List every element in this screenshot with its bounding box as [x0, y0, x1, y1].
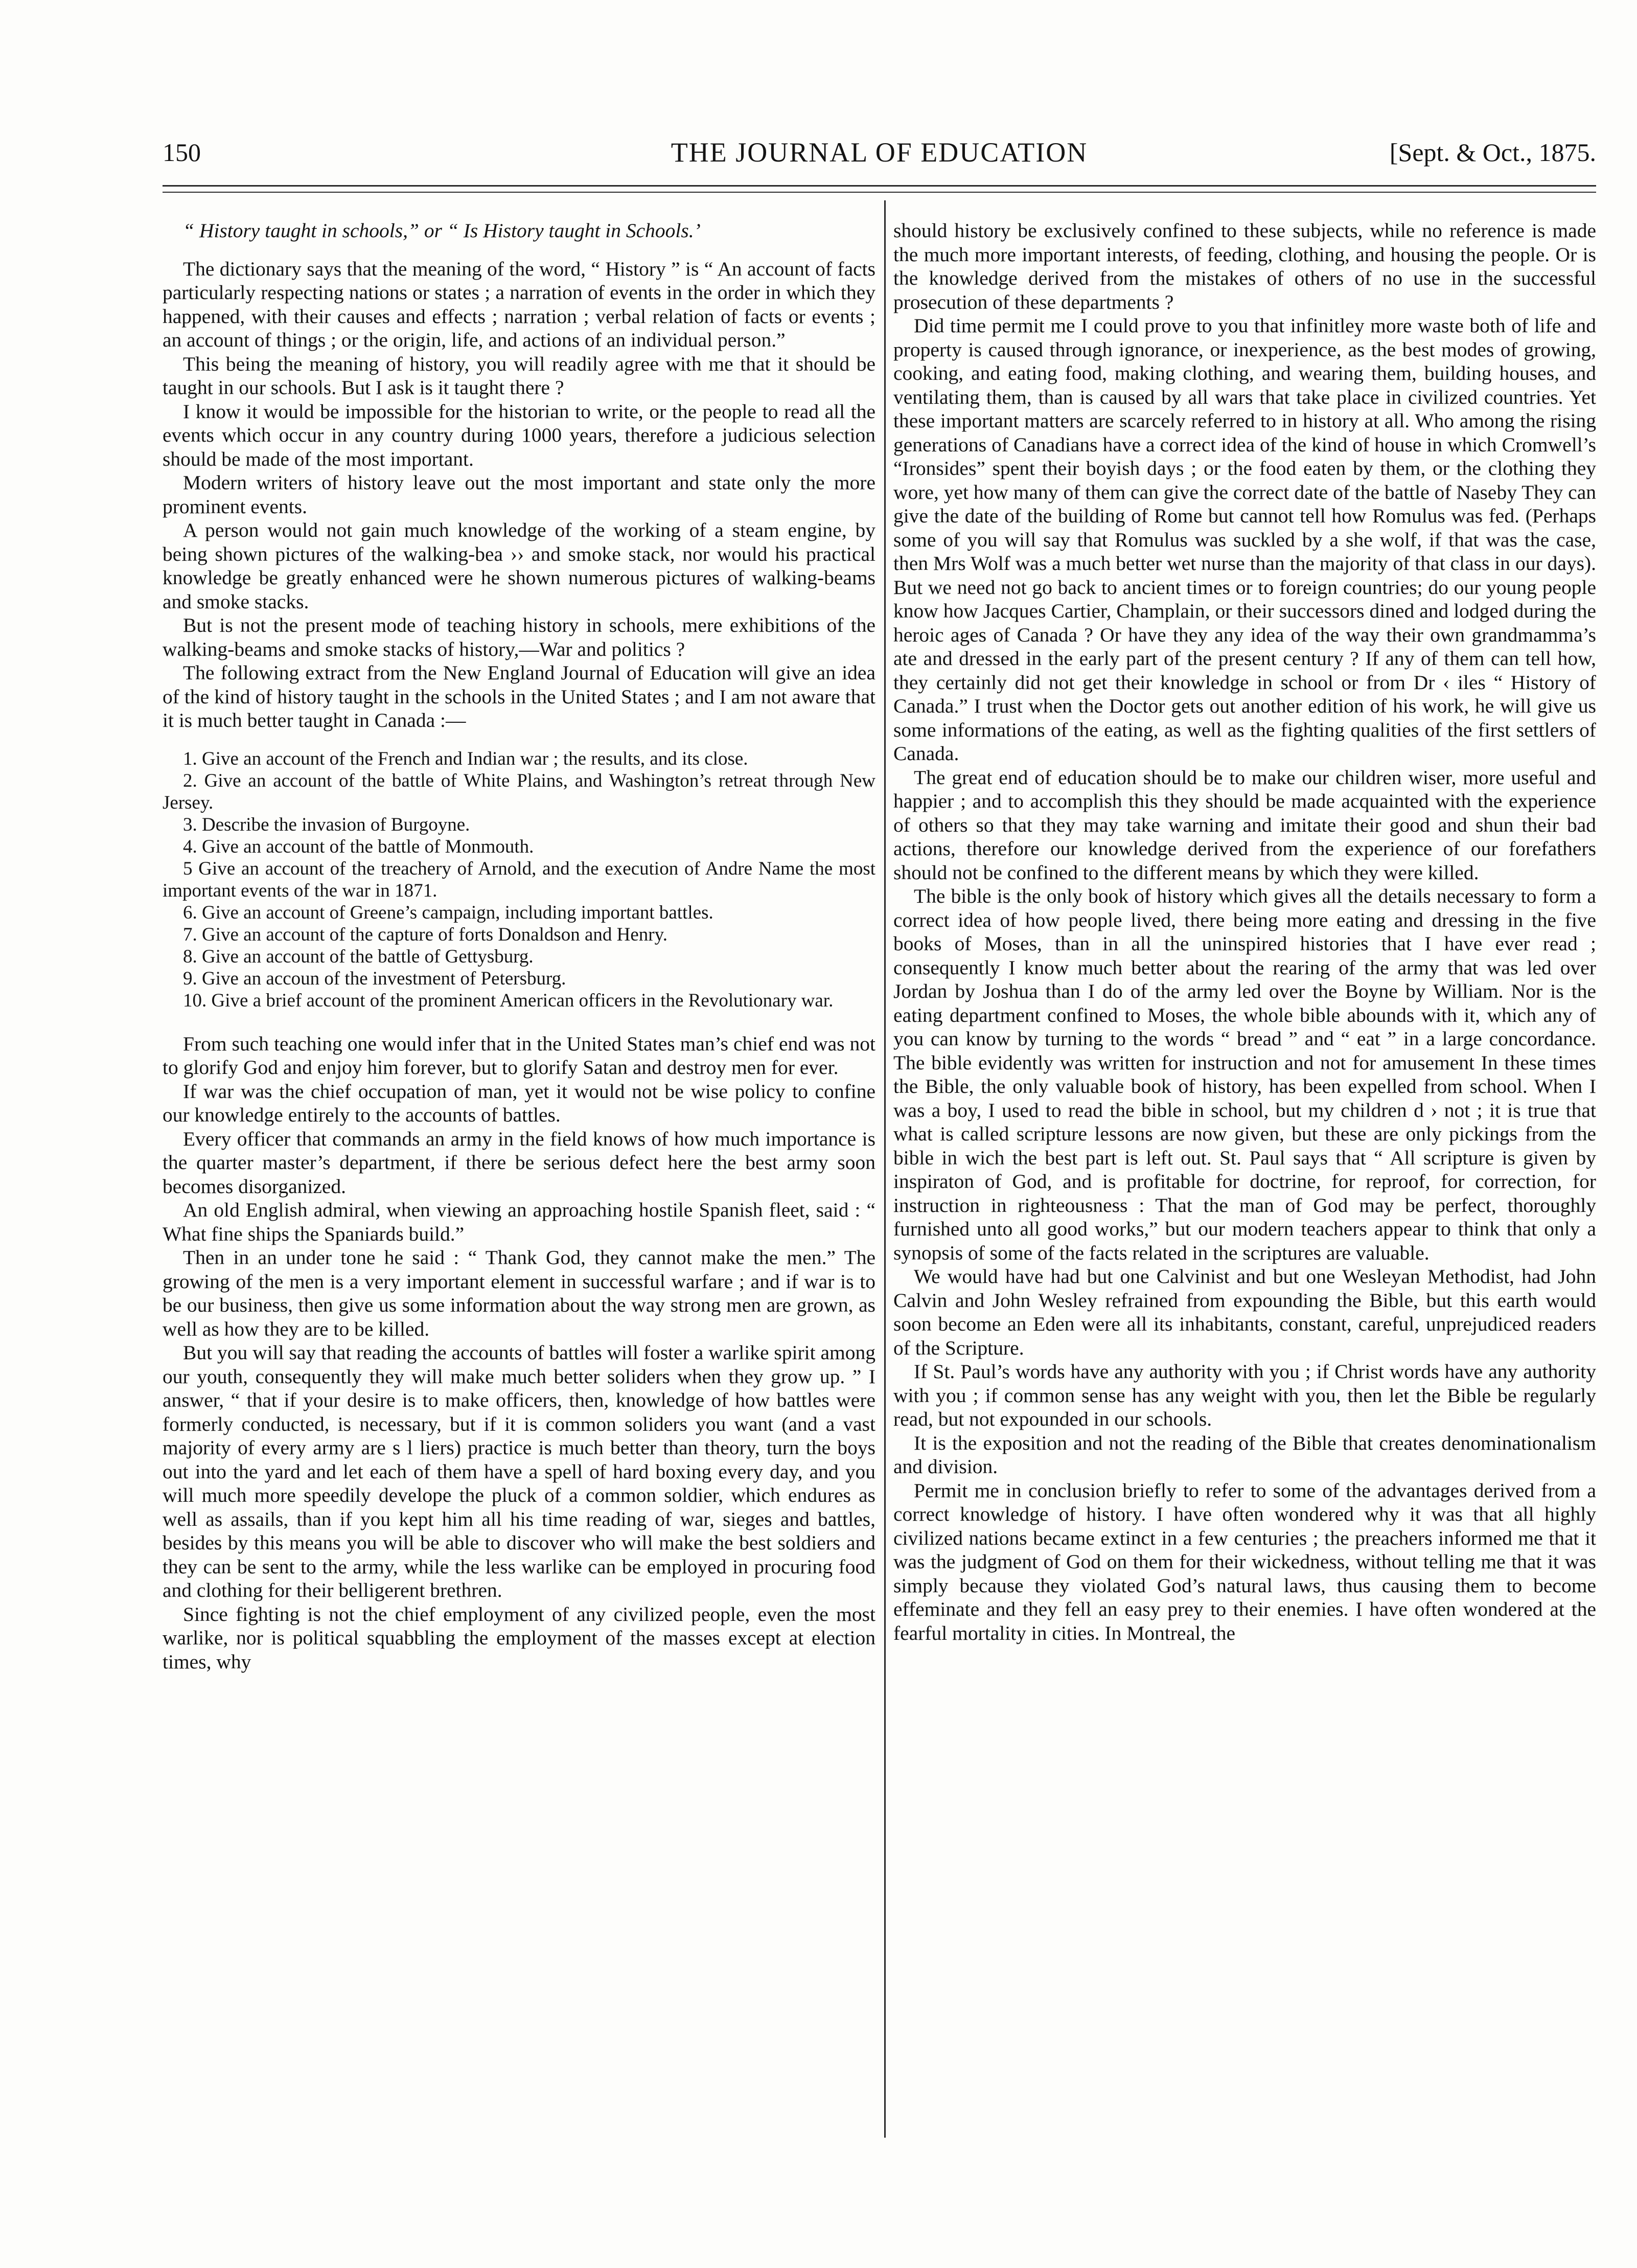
paragraph: The dictionary says that the meaning of the word, “ History ” is “ An account of facts particularly respecting nations or states ; a narration of events in the order in which they happened, with their causes and effects ; narration ; verbal relation of facts or events ; an account of things ; or the origin, life, and actions of an individual person.”: [163, 257, 875, 351]
list-item: 7. Give an account of the capture of forts Donaldson and Henry.: [183, 924, 667, 945]
issue-date: [Sept. & Oct., 1875.: [1389, 138, 1596, 167]
paragraph: If St. Paul’s words have any authority with you ; if Christ words have any authority with you ; if common sense has any weight with you, then let the Bible be regularly read, but not expounded in our schools.: [893, 1360, 1596, 1430]
list-item: 2. Give an account of the battle of White Plains, and Washington’s retreat through New Jersey.: [163, 770, 875, 813]
running-title: THE JOURNAL OF EDUCATION: [671, 137, 1088, 168]
list-item: 5 Give an account of the treachery of Arnold, and the execution of Andre Name the most important events of the war in 1871.: [163, 858, 875, 901]
list-item: 6. Give an account of Greene’s campaign, including important battles.: [183, 902, 713, 923]
paragraph: We would have had but one Calvinist and but one Wesleyan Methodist, had John Calvin and John Wesley refrained from expounding the Bible, but this earth would soon become an Eden were all its inhabitants, constant, careful, unprejudiced readers of the Scripture.: [893, 1265, 1596, 1359]
list-item: 3. Describe the invasion of Burgoyne.: [183, 814, 470, 835]
paragraph: But is not the present mode of teaching history in schools, mere exhibitions of the walking-beams and smoke stacks of history,—War and politics ?: [163, 614, 875, 660]
question-list: [163, 748, 875, 1012]
column-divider: [884, 200, 886, 2138]
header-rule-bottom: [163, 192, 1596, 193]
paragraph: Modern writers of history leave out the most important and state only the more prominent events.: [163, 471, 875, 518]
paragraph: Since fighting is not the chief employment of any civilized people, even the most warlike, nor is political squabbling the employment of the masses except at election times, why: [163, 1602, 875, 1673]
list-item: 8. Give an account of the battle of Gettysburg.: [183, 946, 534, 967]
page-header: [163, 132, 1596, 173]
header-rule-top: [163, 185, 1596, 187]
list-item: 10. Give a brief account of the prominent American officers in the Revolutionary war.: [183, 990, 834, 1011]
paragraph: The following extract from the New England Journal of Education will give an idea of the kind of history taught in the schools in the United States ; and I am not aware that it is much better taught in Canada :—: [163, 661, 875, 731]
page-number: 150: [163, 138, 201, 167]
left-column: [163, 219, 875, 2141]
paragraph: should history be exclusively confined to these subjects, while no reference is made the much more important interests, of feeding, clothing, and housing the people. Or is the knowledge derived from the mistakes of others of no use in the successful prosecution of these departments ?: [893, 219, 1596, 313]
paragraph: I know it would be impossible for the historian to write, or the people to read all the events which occur in any country during 1000 years, therefore a judicious selection should be made of the most important.: [163, 400, 875, 470]
article-title: “ History taught in schools,” or “ Is History taught in Schools.’: [183, 219, 701, 242]
list-item: 1. Give an account of the French and Indian war ; the results, and its close.: [183, 748, 748, 769]
paragraph: Then in an under tone he said : “ Thank God, they cannot make the men.” The growing of the men is a very important element in successful warfare ; and if war is to be our business, then give us some information about the way strong men are grown, as well as how they are to be killed.: [163, 1246, 875, 1340]
paragraph: It is the exposition and not the reading of the Bible that creates denominationalism and division.: [893, 1431, 1596, 1478]
paragraph: Every officer that commands an army in the field knows of how much importance is the quarter master’s department, if there be serious defect here the best army soon becomes disorganized.: [163, 1127, 875, 1198]
paragraph: But you will say that reading the accounts of battles will foster a warlike spirit among our youth, consequently they will make much better soliders when they grow up. ” I answer, “ that if your desire is to make officers, then, knowledge of how battles were formerly conducted, is necessary, but if it is common soliders you want (and a vast majority of every army are s l liers) practice is much better than theory, turn the boys out into the yard and let each of them have a spell of hard boxing every day, and you will much more speedily develope the pluck of a common soldier, which endures as well as assails, than if you kept him all his time reading of war, sieges and battles, besides by this means you will be able to discover who will make the best soldiers and they can be sent to the army, while the less warlike can be employed in procuring food and clothing for their belligerent brethren.: [163, 1341, 875, 1601]
paragraph: This being the meaning of history, you will readily agree with me that it should be taught in our schools. But I ask is it taught there ?: [163, 352, 875, 399]
paragraph: The great end of education should be to make our children wiser, more useful and happier ; and to accomplish this they should be made acquainted with the experience of others so that they may take warning and imitate their good and shun their bad actions, therefore our knowledge derived from the experience of our forefathers should not be confined to the different means by which they were killed.: [893, 766, 1596, 884]
paragraph: A person would not gain much knowledge of the working of a steam engine, by being shown pictures of the walking-bea ›› and smoke stack, nor would his practical knowledge be greatly enhanced were he shown numerous pictures of walking-beams and smoke stacks.: [163, 519, 875, 613]
paragraph: The bible is the only book of history which gives all the details necessary to form a correct idea of how people lived, there being more eating and dressing in the five books of Moses, than in all the uninspired histories that I have ever read ; consequently I know much better about the rearing of the army that was led over Jordan by Joshua than I do of the army led over the Boyne by William. Nor is the eating department confined to Moses, the whole bible abounds with it, which any of you can know by turning to the words “ bread ” and “ eat ” in a large concordance. The bible evidently was written for instruction and not for amusement In these times the Bible, the only valuable book of history, has been expelled from school. When I was a boy, I used to read the bible in school, but my children d › not ; it is true that what is called scripture lessons are now given, but these are only pickings from the bible in wich the best part is left out. St. Paul says that “ All scripture is given by inspiraton of God, and is profitable for doctrine, for reproof, for correction, for instruction in righteousness : That the man of God may be perfect, thoroughly furnished unto all good works,” but our modern teachers appear to think that only a synopsis of some of the facts related in the scriptures are valuable.: [893, 885, 1596, 1264]
list-item: 4. Give an account of the battle of Monmouth.: [183, 836, 534, 857]
paragraph: Did time permit me I could prove to you that infinitley more waste both of life and property is caused through ignorance, or inexperience, as the best modes of growing, cooking, and eating food, making clothing, and wearing them, building houses, and ventilating them, than is caused by all wars that take place in civilized countries. Yet these important matters are scarcely referred to in history at all. Who among the rising generations of Canadians have a correct idea of the kind of house in which Cromwell’s “Ironsides” spent their boyish days ; or the food eaten by them, or the clothing they wore, yet how many of them can give the correct date of the battle of Naseby They can give the date of the building of Rome but cannot tell how Romulus was fed. (Perhaps some of you will say that Romulus was suckled by a she wolf, if that was the case, then Mrs Wolf was a much better wet nurse than the majority of that class in our days). But we need not go back to ancient times or to foreign countries; do our young people know how Jacques Cartier, Champlain, or their successors dined and lodged during the heroic ages of Canada ? Or have they any idea of the way their own grandmamma’s ate and dressed in the early part of the present century ? If any of them can tell how, they certainly did not get their knowledge in school or from Dr ‹ iles “ History of Canada.” I trust when the Doctor gets out another edition of his work, he will give us some informations of the eating, as well as the fighting qualities of the first settlers of Canada.: [893, 314, 1596, 765]
paragraph: Permit me in conclusion briefly to refer to some of the advantages derived from a correct knowledge of history. I have often wondered why it was that all highly civilized nations became extinct in a few centuries ; the preachers informed me that it was the judgment of God on them for their wickedness, without telling me that it was simply because they violated God’s natural laws, thus causing them to become effeminate and they fell an easy prey to their enemies. I have often wondered at the fearful mortality in cities. In Montreal, the: [893, 1479, 1596, 1644]
paragraph: An old English admiral, when viewing an approaching hostile Spanish fleet, said : “ What fine ships the Spaniards build.”: [163, 1199, 875, 1245]
right-column: [893, 219, 1596, 2141]
paragraph: If war was the chief occupation of man, yet it would not be wise policy to confine our knowledge entirely to the accounts of battles.: [163, 1080, 875, 1126]
paragraph: From such teaching one would infer that in the United States man’s chief end was not to glorify God and enjoy him forever, but to glorify Satan and destroy men for ever.: [163, 1032, 875, 1079]
list-item: 9. Give an accoun of the investment of Petersburg.: [183, 968, 566, 989]
